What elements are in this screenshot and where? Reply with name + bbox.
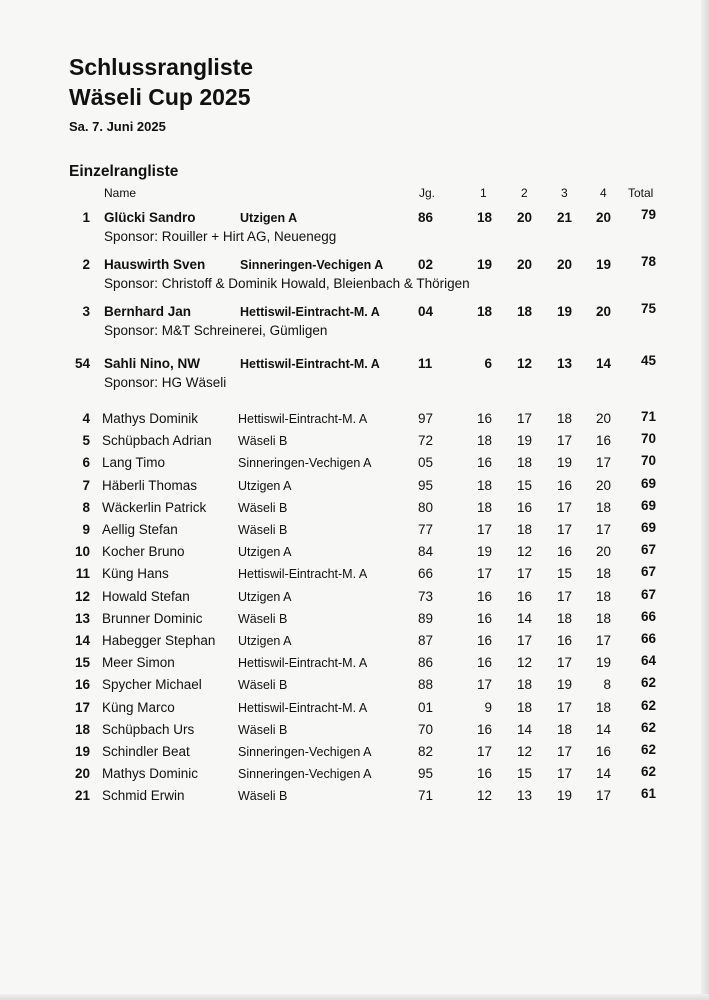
name-cell: Aellig Stefan	[102, 522, 178, 537]
name-cell: Kocher Bruno	[102, 544, 185, 559]
rank-cell: 10	[74, 544, 90, 559]
rank-cell: 7	[82, 478, 90, 493]
club-cell: Hettiswil-Eintracht-M. A	[238, 701, 368, 715]
score4-cell: 14	[595, 356, 611, 371]
score1-cell: 16	[476, 411, 492, 426]
club-cell: Hettiswil-Eintracht-M. A	[238, 567, 368, 581]
total-cell: 70	[640, 453, 656, 468]
year-cell: 11	[418, 356, 433, 371]
score3-cell: 16	[556, 633, 572, 648]
score1-cell: 12	[476, 788, 492, 803]
score1-cell: 17	[476, 522, 492, 537]
rank-cell: 20	[74, 766, 90, 781]
rank-cell: 6	[82, 455, 90, 470]
total-cell: 69	[640, 498, 656, 513]
total-cell: 67	[640, 587, 656, 602]
total-cell: 69	[640, 520, 656, 535]
score3-cell: 17	[556, 766, 572, 781]
sponsor-line: Sponsor: HG Wäseli	[104, 375, 227, 390]
total-cell: 67	[640, 542, 656, 557]
year-cell: 77	[418, 522, 434, 537]
club-cell: Hettiswil-Eintracht-M. A	[238, 412, 368, 426]
year-cell: 66	[418, 566, 434, 581]
year-cell: 71	[418, 788, 434, 803]
score3-cell: 21	[556, 210, 572, 225]
score1-cell: 19	[476, 544, 492, 559]
page-title-line2: Wäseli Cup 2025	[69, 84, 251, 110]
score2-cell: 18	[516, 700, 532, 715]
score3-cell: 17	[556, 589, 572, 604]
score2-cell: 20	[516, 257, 532, 272]
club-cell: Hettiswil-Eintracht-M. A	[240, 305, 380, 319]
score2-cell: 18	[516, 677, 532, 692]
col-s2-header: 2	[521, 186, 528, 200]
col-name-header: Name	[104, 186, 137, 200]
year-cell: 95	[418, 766, 434, 781]
score2-cell: 18	[516, 455, 532, 470]
score4-cell: 18	[595, 589, 611, 604]
club-cell: Sinneringen-Vechigen A	[238, 456, 372, 470]
col-s3-header: 3	[561, 186, 568, 200]
name-cell: Bernhard Jan	[104, 304, 192, 319]
club-cell: Hettiswil-Eintracht-M. A	[240, 357, 380, 371]
score2-cell: 17	[516, 566, 532, 581]
total-cell: 64	[640, 653, 656, 668]
club-cell: Wäseli B	[238, 501, 288, 515]
score2-cell: 12	[516, 544, 532, 559]
name-cell: Häberli Thomas	[102, 478, 198, 493]
rank-cell: 16	[74, 677, 90, 692]
name-cell: Mathys Dominik	[102, 411, 199, 426]
rank-cell: 14	[74, 633, 90, 648]
score2-cell: 13	[516, 788, 532, 803]
club-cell: Wäseli B	[238, 723, 288, 737]
year-cell: 95	[418, 478, 434, 493]
score1-cell: 16	[476, 722, 492, 737]
score1-cell: 16	[476, 455, 492, 470]
score3-cell: 19	[556, 788, 572, 803]
club-cell: Utzigen A	[238, 590, 292, 604]
rank-cell: 54	[74, 356, 90, 371]
score2-cell: 16	[516, 589, 532, 604]
year-cell: 04	[418, 304, 434, 319]
page-title-line1: Schlussrangliste	[69, 54, 254, 80]
club-cell: Utzigen A	[240, 211, 298, 225]
score2-cell: 12	[516, 744, 532, 759]
score1-cell: 6	[484, 356, 492, 371]
name-cell: Schindler Beat	[102, 744, 190, 759]
year-cell: 80	[418, 500, 434, 515]
paper-edge-bottom	[0, 994, 709, 1000]
sponsor-line: Sponsor: Christoff & Dominik Howald, Bleienbach & Thörigen	[104, 276, 470, 291]
total-cell: 78	[640, 254, 656, 269]
rank-cell: 4	[82, 411, 90, 426]
rank-cell: 5	[82, 433, 90, 448]
score3-cell: 17	[556, 522, 572, 537]
year-cell: 97	[418, 411, 434, 426]
total-cell: 62	[640, 720, 656, 735]
club-cell: Utzigen A	[238, 545, 292, 559]
name-cell: Mathys Dominic	[102, 766, 199, 781]
score3-cell: 19	[556, 455, 572, 470]
score4-cell: 18	[595, 700, 611, 715]
score1-cell: 9	[484, 700, 492, 715]
score4-cell: 18	[595, 611, 611, 626]
score3-cell: 20	[556, 257, 572, 272]
score3-cell: 17	[556, 655, 572, 670]
club-cell: Wäseli B	[238, 523, 288, 537]
score2-cell: 12	[516, 655, 532, 670]
club-cell: Wäseli B	[238, 612, 288, 626]
club-cell: Sinneringen-Vechigen A	[240, 258, 384, 272]
score4-cell: 14	[595, 722, 611, 737]
name-cell: Hauswirth Sven	[104, 257, 206, 272]
score4-cell: 20	[595, 478, 611, 493]
year-cell: 87	[418, 633, 434, 648]
score1-cell: 16	[476, 655, 492, 670]
total-cell: 62	[640, 698, 656, 713]
section-title: Einzelrangliste	[69, 163, 179, 180]
score4-cell: 20	[595, 304, 611, 319]
score3-cell: 18	[556, 722, 572, 737]
total-cell: 62	[640, 764, 656, 779]
rank-cell: 19	[74, 744, 90, 759]
total-cell: 66	[640, 631, 656, 646]
rank-cell: 11	[75, 566, 90, 581]
year-cell: 02	[418, 257, 434, 272]
year-cell: 01	[418, 700, 434, 715]
total-cell: 71	[640, 409, 656, 424]
col-s1-header: 1	[480, 186, 487, 200]
total-cell: 62	[640, 742, 656, 757]
score1-cell: 16	[476, 766, 492, 781]
score2-cell: 14	[516, 722, 532, 737]
name-cell: Schüpbach Urs	[102, 722, 195, 737]
score4-cell: 17	[595, 788, 611, 803]
score2-cell: 12	[516, 356, 532, 371]
year-cell: 82	[418, 744, 434, 759]
club-cell: Hettiswil-Eintracht-M. A	[238, 656, 368, 670]
score2-cell: 16	[516, 500, 532, 515]
score4-cell: 16	[595, 433, 611, 448]
club-cell: Sinneringen-Vechigen A	[238, 767, 372, 781]
year-cell: 05	[418, 455, 434, 470]
score4-cell: 18	[595, 500, 611, 515]
rank-cell: 1	[82, 210, 90, 225]
total-cell: 79	[640, 207, 656, 222]
score3-cell: 15	[556, 566, 572, 581]
score1-cell: 16	[476, 589, 492, 604]
score3-cell: 19	[556, 304, 572, 319]
score1-cell: 19	[476, 257, 492, 272]
year-cell: 72	[418, 433, 434, 448]
score3-cell: 18	[556, 411, 572, 426]
score2-cell: 20	[516, 210, 532, 225]
paper-edge-right	[701, 0, 709, 1000]
event-date: Sa. 7. Juni 2025	[69, 119, 166, 134]
rank-cell: 13	[74, 611, 90, 626]
year-cell: 73	[418, 589, 434, 604]
score4-cell: 20	[595, 411, 611, 426]
name-cell: Wäckerlin Patrick	[102, 500, 207, 515]
name-cell: Glücki Sandro	[104, 210, 196, 225]
rank-cell: 18	[74, 722, 90, 737]
score4-cell: 17	[595, 522, 611, 537]
score4-cell: 16	[595, 744, 611, 759]
score4-cell: 17	[595, 455, 611, 470]
score1-cell: 18	[476, 304, 492, 319]
score3-cell: 17	[556, 500, 572, 515]
score3-cell: 17	[556, 433, 572, 448]
score3-cell: 17	[556, 700, 572, 715]
club-cell: Utzigen A	[238, 479, 292, 493]
name-cell: Brunner Dominic	[102, 611, 203, 626]
club-cell: Wäseli B	[238, 678, 288, 692]
score4-cell: 19	[595, 655, 611, 670]
total-cell: 67	[640, 564, 656, 579]
score3-cell: 16	[556, 478, 572, 493]
score2-cell: 14	[516, 611, 532, 626]
score1-cell: 18	[476, 478, 492, 493]
year-cell: 88	[418, 677, 434, 692]
name-cell: Schüpbach Adrian	[102, 433, 212, 448]
score3-cell: 19	[556, 677, 572, 692]
score4-cell: 8	[603, 677, 611, 692]
score1-cell: 17	[476, 744, 492, 759]
score4-cell: 17	[595, 633, 611, 648]
year-cell: 89	[418, 611, 434, 626]
score1-cell: 18	[476, 500, 492, 515]
rank-cell: 9	[82, 522, 90, 537]
score3-cell: 18	[556, 611, 572, 626]
score4-cell: 20	[595, 544, 611, 559]
club-cell: Wäseli B	[238, 434, 288, 448]
year-cell: 86	[418, 655, 434, 670]
col-s4-header: 4	[600, 186, 607, 200]
score3-cell: 16	[556, 544, 572, 559]
name-cell: Spycher Michael	[102, 677, 202, 692]
year-cell: 84	[418, 544, 434, 559]
col-year-header: Jg.	[419, 186, 436, 200]
rank-cell: 15	[74, 655, 90, 670]
score1-cell: 18	[476, 210, 492, 225]
name-cell: Küng Hans	[102, 566, 169, 581]
total-cell: 70	[640, 431, 656, 446]
name-cell: Lang Timo	[102, 455, 166, 470]
name-cell: Meer Simon	[102, 655, 175, 670]
score2-cell: 17	[516, 411, 532, 426]
sponsor-line: Sponsor: M&T Schreinerei, Gümligen	[104, 323, 328, 338]
club-cell: Sinneringen-Vechigen A	[238, 745, 372, 759]
name-cell: Howald Stefan	[102, 589, 190, 604]
score2-cell: 15	[516, 766, 532, 781]
score2-cell: 18	[516, 522, 532, 537]
rank-cell: 8	[82, 500, 90, 515]
name-cell: Küng Marco	[102, 700, 175, 715]
name-cell: Sahli Nino, NW	[104, 356, 200, 371]
sponsor-line: Sponsor: Rouiller + Hirt AG, Neuenegg	[104, 229, 337, 244]
name-cell: Schmid Erwin	[102, 788, 185, 803]
year-cell: 86	[418, 210, 434, 225]
score3-cell: 17	[556, 744, 572, 759]
total-cell: 69	[640, 476, 656, 491]
total-cell: 62	[640, 675, 656, 690]
score1-cell: 18	[476, 433, 492, 448]
rank-cell: 2	[82, 257, 90, 272]
club-cell: Wäseli B	[238, 789, 288, 803]
score4-cell: 20	[595, 210, 611, 225]
score1-cell: 16	[476, 611, 492, 626]
col-total-header: Total	[628, 186, 654, 200]
score3-cell: 13	[556, 356, 572, 371]
rank-cell: 17	[74, 700, 90, 715]
rank-cell: 12	[74, 589, 90, 604]
total-cell: 75	[640, 301, 656, 316]
score1-cell: 16	[476, 633, 492, 648]
score1-cell: 17	[476, 677, 492, 692]
total-cell: 61	[640, 786, 656, 801]
score2-cell: 15	[516, 478, 532, 493]
year-cell: 70	[418, 722, 434, 737]
score4-cell: 19	[595, 257, 611, 272]
score2-cell: 17	[516, 633, 532, 648]
score1-cell: 17	[476, 566, 492, 581]
score2-cell: 19	[516, 433, 532, 448]
score2-cell: 18	[516, 304, 532, 319]
total-cell: 45	[640, 353, 656, 368]
total-cell: 66	[640, 609, 656, 624]
rank-cell: 3	[82, 304, 90, 319]
score4-cell: 14	[595, 766, 611, 781]
name-cell: Habegger Stephan	[102, 633, 216, 648]
rank-cell: 21	[74, 788, 90, 803]
score4-cell: 18	[595, 566, 611, 581]
club-cell: Utzigen A	[238, 634, 292, 648]
